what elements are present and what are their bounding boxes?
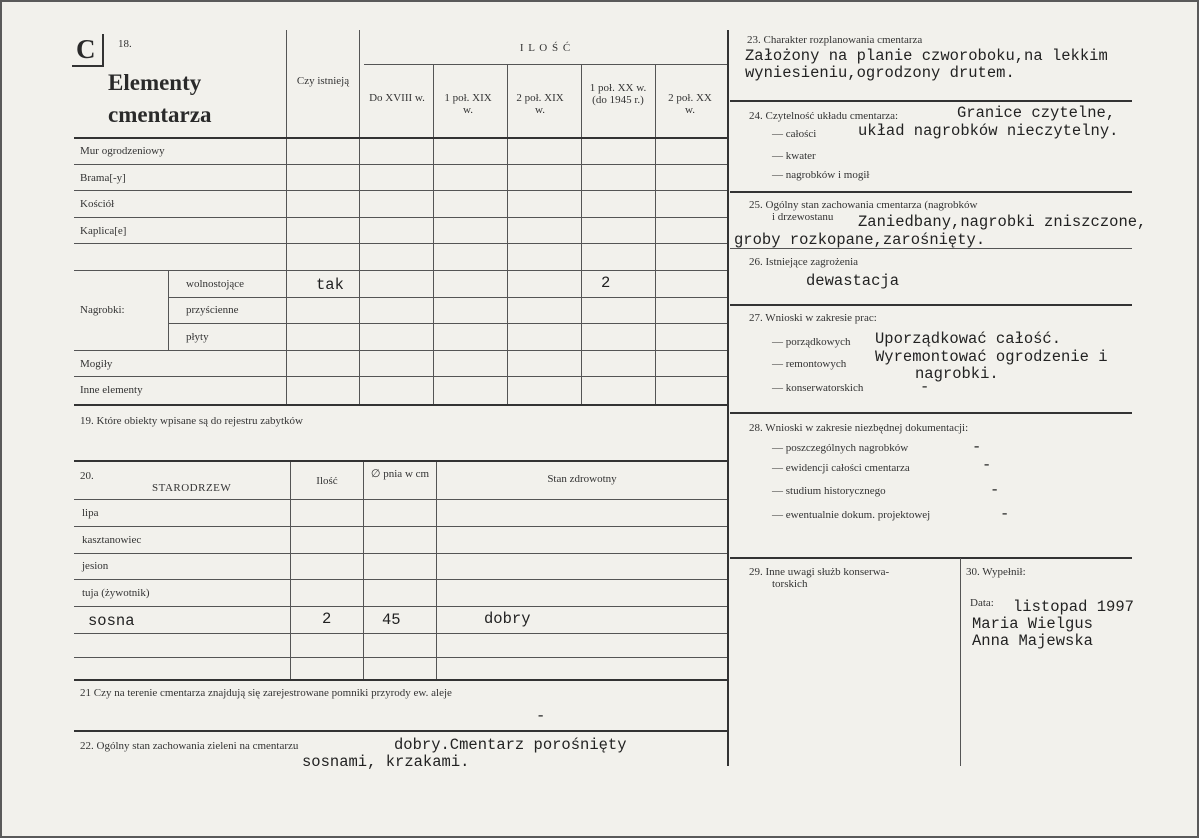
divider [102,34,104,65]
typed-value: tak [316,276,344,294]
column-period: 1 poł. XIX w. [444,92,492,116]
row-label: Mur ogrodzeniowy [80,145,165,157]
tree-name: tuja (żywotnik) [82,587,150,599]
section-number: 18. [118,38,132,50]
typed-value: Maria Wielgus [972,615,1093,633]
typed-value: Zaniedbany,nagrobki zniszczone, [858,213,1147,231]
row-label: wolnostojące [186,278,245,290]
row-label: płyty [186,331,209,343]
question-23: 23. Charakter rozplanowania cmentarza [747,34,923,46]
divider [730,412,1132,414]
divider [74,270,727,271]
row-label: Kościół [80,198,115,210]
column-period: Do XVIII w. [369,92,425,104]
typed-value: - [920,378,930,396]
sub-item: — remontowych [772,358,847,370]
divider [74,679,729,681]
divider [730,304,1132,306]
column-stan: Stan zdrowotny [547,473,617,485]
sub-item: — ewidencji całości cmentarza [772,462,910,474]
divider [168,270,169,350]
typed-value: - [972,438,982,456]
divider [74,606,727,607]
typed-value: Granice czytelne, [957,104,1116,122]
row-label: Mogiły [80,358,113,370]
divider [290,462,291,679]
typed-value: - [536,707,546,725]
question-25-cont: i drzewostanu [772,211,834,223]
typed-value: nagrobki. [915,365,999,383]
inventory-card [2,2,1197,836]
question-25: 25. Ogólny stan zachowania cmentarza (nagrobków [749,199,978,211]
section-letter-box [72,34,104,66]
typed-value: dewastacja [806,272,900,290]
typed-value: listopad 1997 [1013,598,1134,616]
column-ilosc: Ilość [316,475,338,487]
column-period: 2 poł. XIX w. [516,92,564,116]
starodrzew-title: STARODRZEW [152,482,232,494]
question-29-cont: torskich [772,578,808,590]
divider [730,100,1132,102]
starodrzew-number: 20. [80,470,94,482]
date-label: Data: [970,597,994,609]
typed-value: groby rozkopane,zarośnięty. [734,231,986,249]
row-label: Kaplica[e] [80,225,127,237]
column-pien: ∅ pnia w cm [370,468,430,480]
divider [74,499,727,500]
sub-item: — całości [772,128,817,140]
question-22: 22. Ogólny stan zachowania zieleni na cmentarzu [80,740,299,752]
divider [74,579,727,580]
typed-value: Uporządkować całość. [875,330,1062,348]
divider [433,64,434,405]
typed-value: wyniesieniu,ogrodzony drutem. [745,64,1015,82]
divider [364,64,727,65]
typed-value: - [1000,505,1010,523]
divider [730,191,1132,193]
section-letter: C [76,34,96,64]
divider [72,65,104,67]
divider [74,190,727,191]
divider [74,376,727,377]
divider [74,553,727,554]
tree-name: jesion [82,560,109,572]
divider [74,730,729,732]
question-21: 21 Czy na terenie cmentarza znajdują się zarejestrowane pomniki przyrody ew. aleje [80,687,452,699]
typed-value: - [982,456,992,474]
sub-item: — porządkowych [772,336,851,348]
divider [581,64,582,405]
sub-item: — poszczególnych nagrobków [772,442,909,454]
typed-value: dobry [484,610,531,628]
row-label: Nagrobki: [80,304,125,316]
typed-value: 2 [601,274,611,292]
divider [960,558,961,766]
typed-value: Założony na planie czworoboku,na lekkim [745,47,1108,65]
divider [730,557,1132,559]
divider [74,404,729,406]
divider [507,64,508,405]
tree-name: kasztanowiec [82,534,142,546]
typed-value: dobry.Cmentarz porośnięty [394,736,627,754]
question-27: 27. Wnioski w zakresie prac: [749,312,877,324]
row-label: przyścienne [186,304,239,316]
question-28: 28. Wnioski w zakresie niezbędnej dokumentacji: [749,422,969,434]
typed-value: 45 [382,611,401,629]
question-19: 19. Które obiekty wpisane są do rejestru zabytków [80,415,303,427]
divider [74,164,727,165]
divider [168,323,727,324]
row-label: Inne elementy [80,384,143,396]
typed-value: układ nagrobków nieczytelny. [858,122,1119,140]
sub-item: — nagrobków i mogił [772,169,870,181]
question-24: 24. Czytelność układu cmentarza: [749,110,899,122]
column-ilosc: I L O Ś Ć [519,42,572,54]
tree-name-typed: sosna [88,612,135,630]
question-30: 30. Wypełnił: [966,566,1026,578]
sub-item: — kwater [772,150,816,162]
divider [74,657,727,658]
sub-item: — ewentualnie dokum. projektowej [772,509,931,521]
tree-name: lipa [82,507,99,519]
column-czy-istnieja: Czy istnieją [296,75,350,87]
typed-value: sosnami, krzakami. [302,753,470,771]
divider [655,64,656,405]
section-title-line1: Elementy [108,70,202,95]
column-period: 1 poł. XX w. (do 1945 r.) [589,82,647,106]
question-29: 29. Inne uwagi służb konserwa- [749,566,890,578]
divider [74,217,727,218]
column-period: 2 poł. XX w. [668,92,712,116]
section-title-line2: cmentarza [108,102,212,127]
sub-item: — studium historycznego [772,485,886,497]
typed-value: Anna Majewska [972,632,1093,650]
divider [74,243,727,244]
typed-value: Wyremontować ogrodzenie i [875,348,1108,366]
typed-value: - [990,481,1000,499]
divider [436,462,437,679]
sub-item: — konserwatorskich [772,382,864,394]
divider [363,462,364,679]
divider [74,460,729,462]
divider [74,350,727,351]
divider [74,633,727,634]
row-label: Brama[-y] [80,172,126,184]
divider [74,526,727,527]
question-26: 26. Istniejące zagrożenia [749,256,859,268]
typed-value: 2 [322,610,332,628]
divider [727,30,729,766]
divider [168,297,727,298]
divider [74,137,729,139]
